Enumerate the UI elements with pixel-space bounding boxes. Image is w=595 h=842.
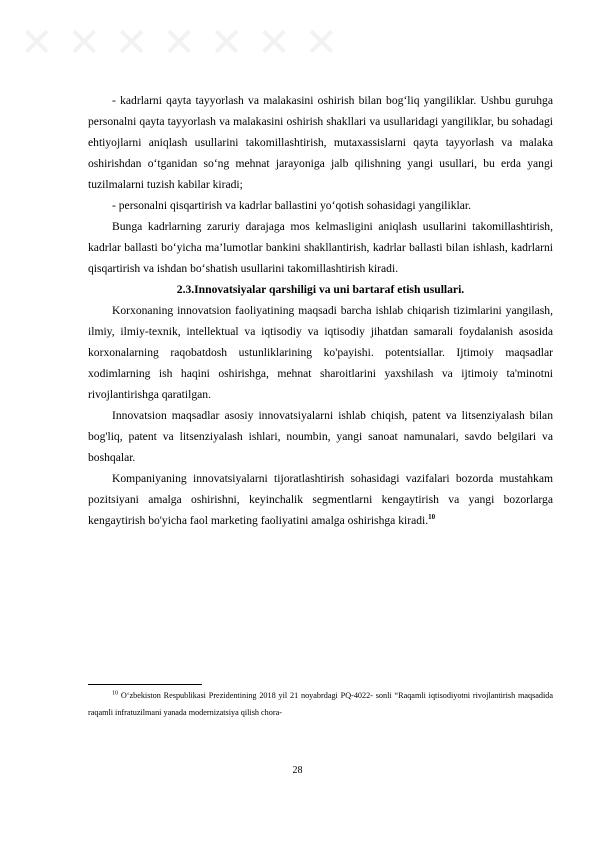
paragraph-commercialization [88,468,553,531]
footnote-divider [88,684,202,685]
section-heading: 2.3.Innovatsiyalar qarshiligi va uni bartaraf etish usullari. [176,283,465,296]
paragraph-retraining: - kadrlarni qayta tayyorlash va malakasini oshirish bilan bog‘liq yangiliklar. Ushbu guruhga personalni qayta tayyorlash va malakasini oshirish shakllari va usullaridagi yangiliklar, bu sohadagi ehtiyojlarni aniqlash usullarini takomillashtirish, mutaxassislarni qayta tayyorlash va malaka oshirishdan o‘tganidan so‘ng mehnat jarayoniga jalb qilishning yangi usullari, bu erda yangi tuzilmalarni tuzish kabilar kiradi; [88,94,553,191]
paragraph-commercialization-text: Kompaniyaning innovatsiyalarni tijoratlashtirish sohasidagi vazifalari bozorda mustahkam pozitsiyani amalga oshirishni, keyinchalik segmentlarni kengaytirish va yangi bozorlarga kengaytirish bo'yicha faol marketing faoliyatini amalga oshirishga kiradi. [88,472,553,527]
footnote-reference[interactable]: 10 [428,513,436,522]
paragraph-innovation-targets: Innovatsion maqsadlar asosiy innovatsiyalarni ishlab chiqish, patent va litsenziyalash bilan bog'liq, patent va litsenziyalash ishlari, noumbin, yangi sanoat namunalari, savdo belgilari va boshqalar. [88,409,553,464]
page-number: 28 [292,765,303,776]
footnote [88,687,553,721]
body-text [88,90,553,531]
paragraph-ballast: Bunga kadrlarning zaruriy darajaga mos kelmasligini aniqlash usullarini takomillashtirish, kadrlar ballasti bo‘yicha ma’lumotlar bankini shakllantirish, kadrlar ballasti bilan ishlash, kadrlarni qisqartirish va ishdan bo‘shatish usullarini takomillashtirish kiradi. [88,220,553,275]
footnote-number: 10 [112,690,118,697]
paragraph-reduction: - personalni qisqartirish va kadrlar ballastini yo‘qotish sohasidagi yangiliklar. [112,199,472,212]
paragraph-innovation-goal: Korxonaning innovatsion faoliyatining maqsadi barcha ishlab chiqarish tizimlarini yangilash, ilmiy, ilmiy-texnik, intellektual va iqtisodiy va iqtisodiy jihatdan samarali foydalanish asosida korxonalarning raqobatdosh ustunliklarining ko'payishi. potentsiallar. Ijtimoiy maqsadlar xodimlarning ish haqini oshirishga, mehnat sharoitlarini yaxshilash va ijtimoiy ta'minotni rivojlantirishga qaratilgan. [88,304,553,401]
footnote-text: O‘zbekiston Respublikasi Prezidentining 2018 yil 21 noyabrdagi PQ-4022- sonli “Raqamli iqtisodiyotni rivojlantirish maqsadida raqamli infratuzilmani yanada modernizatsiya qilish chora- [88,691,554,717]
watermark: ✕ ✕ ✕ ✕ ✕ ✕ ✕ [20,20,339,66]
